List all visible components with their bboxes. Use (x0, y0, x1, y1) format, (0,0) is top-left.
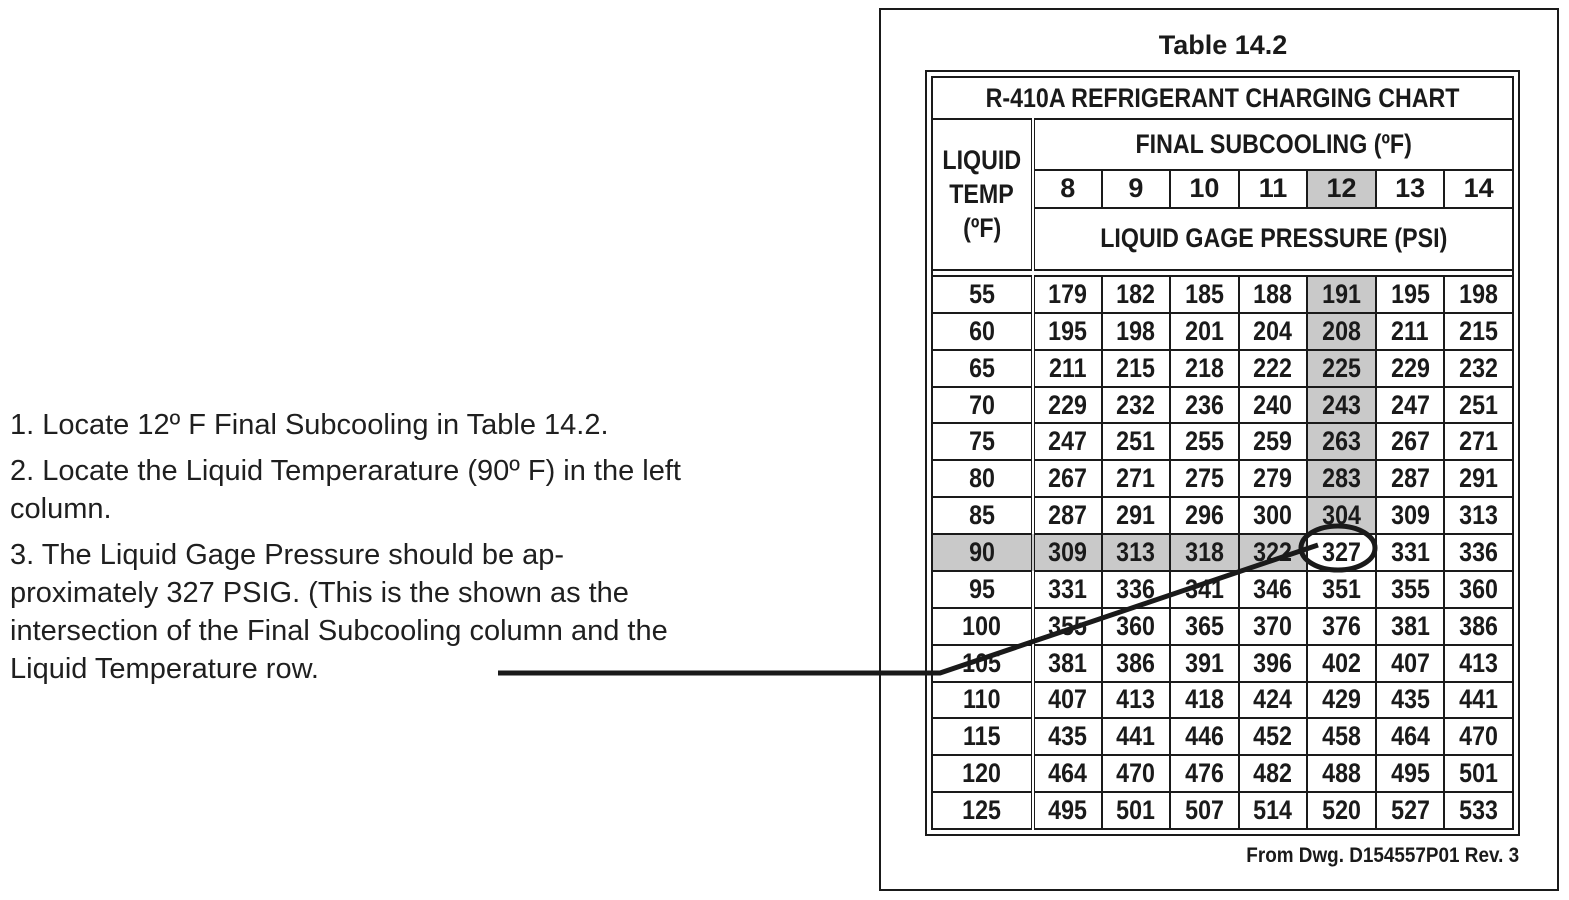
pressure-cell: 204 (1239, 313, 1308, 350)
instruction-step-3: 3. The Liquid Gage Pressure should be ap-proximately 327 PSIG. (This is the shown as the intersection of the Final Subcooling column and the Liquid Temperature row. (10, 539, 668, 685)
pressure-cell: 232 (1444, 350, 1513, 387)
pressure-cell: 271 (1102, 460, 1171, 497)
subcooling-col-13: 13 (1376, 170, 1445, 208)
pressure-cell: 381 (1033, 645, 1102, 682)
pressure-cell: 198 (1102, 313, 1171, 350)
pressure-cell: 211 (1033, 350, 1102, 387)
source-note: From Dwg. D154557P01 Rev. 3 (1246, 844, 1519, 867)
pressure-cell: 225 (1307, 350, 1376, 387)
table-row (932, 423, 1513, 460)
liquid-temp-cell: 110 (932, 682, 1033, 719)
pressure-cell: 304 (1307, 497, 1376, 534)
pressure-cell: 275 (1170, 460, 1239, 497)
pressure-cell: 507 (1170, 792, 1239, 829)
pressure-cell: 495 (1376, 755, 1445, 792)
pressure-cell: 360 (1444, 571, 1513, 608)
pressure-cell: 501 (1102, 792, 1171, 829)
chart-title: R-410A REFRIGERANT CHARGING CHART (932, 77, 1513, 119)
pressure-cell: 441 (1102, 718, 1171, 755)
table-row (932, 792, 1513, 829)
charging-chart (931, 76, 1514, 830)
pressure-cell: 291 (1102, 497, 1171, 534)
pressure-cell: 458 (1307, 718, 1376, 755)
pressure-cell: 279 (1239, 460, 1308, 497)
pressure-cell: 514 (1239, 792, 1308, 829)
subcooling-col-9: 9 (1102, 170, 1171, 208)
pressure-cell: 195 (1376, 276, 1445, 313)
pressure-cell: 201 (1170, 313, 1239, 350)
pressure-cell: 247 (1033, 423, 1102, 460)
pressure-cell: 229 (1376, 350, 1445, 387)
table-row (932, 682, 1513, 719)
pressure-cell: 313 (1102, 534, 1171, 571)
pressure-cell: 446 (1170, 718, 1239, 755)
table-row (932, 460, 1513, 497)
pressure-cell: 296 (1170, 497, 1239, 534)
pressure-cell: 267 (1376, 423, 1445, 460)
pressure-cell: 429 (1307, 682, 1376, 719)
pressure-cell: 355 (1033, 608, 1102, 645)
pressure-cell: 188 (1239, 276, 1308, 313)
table-title: Table 14.2 (1158, 30, 1288, 60)
pressure-cell: 182 (1102, 276, 1171, 313)
pressure-cell: 283 (1307, 460, 1376, 497)
pressure-cell: 360 (1102, 608, 1171, 645)
pressure-cell: 386 (1444, 608, 1513, 645)
pressure-cell: 185 (1170, 276, 1239, 313)
liquid-temp-cell: 65 (932, 350, 1033, 387)
pressure-cell: 291 (1444, 460, 1513, 497)
pressure-cell: 376 (1307, 608, 1376, 645)
pressure-cell: 211 (1376, 313, 1445, 350)
pressure-cell: 452 (1239, 718, 1308, 755)
pressure-cell: 476 (1170, 755, 1239, 792)
instructions (10, 406, 700, 696)
pressure-cell: 381 (1376, 608, 1445, 645)
liquid-temp-cell: 85 (932, 497, 1033, 534)
pressure-cell: 464 (1033, 755, 1102, 792)
pressure-cell: 365 (1170, 608, 1239, 645)
pressure-cell: 435 (1033, 718, 1102, 755)
final-subcooling-header: FINAL SUBCOOLING (ºF) (1033, 119, 1513, 170)
pressure-cell: 229 (1033, 387, 1102, 424)
pressure-cell: 271 (1444, 423, 1513, 460)
pressure-cell: 386 (1102, 645, 1171, 682)
charging-chart-box (925, 70, 1520, 836)
liquid-temp-cell: 70 (932, 387, 1033, 424)
pressure-cell: 267 (1033, 460, 1102, 497)
pressure-cell: 391 (1170, 645, 1239, 682)
table-frame (879, 8, 1559, 891)
liquid-temp-cell: 95 (932, 571, 1033, 608)
pressure-cell: 195 (1033, 313, 1102, 350)
pressure-cell: 287 (1033, 497, 1102, 534)
liquid-temp-cell: 125 (932, 792, 1033, 829)
liquid-temp-cell: 55 (932, 276, 1033, 313)
pressure-cell: 259 (1239, 423, 1308, 460)
pressure-cell: 470 (1102, 755, 1171, 792)
table-row (932, 608, 1513, 645)
pressure-cell: 331 (1033, 571, 1102, 608)
pressure-cell: 287 (1376, 460, 1445, 497)
pressure-cell: 215 (1444, 313, 1513, 350)
liquid-temp-cell: 115 (932, 718, 1033, 755)
instruction-step-2: 2. Locate the Liquid Temperarature (90º F) in the left column. (10, 455, 681, 525)
pressure-cell: 322 (1239, 534, 1308, 571)
liquid-temp-cell: 100 (932, 608, 1033, 645)
pressure-cell: 424 (1239, 682, 1308, 719)
table-row (932, 645, 1513, 682)
table-row (932, 313, 1513, 350)
pressure-cell: 520 (1307, 792, 1376, 829)
pressure-cell: 309 (1376, 497, 1445, 534)
pressure-cell: 313 (1444, 497, 1513, 534)
pressure-cell: 355 (1376, 571, 1445, 608)
pressure-cell: 247 (1376, 387, 1445, 424)
table-row (932, 387, 1513, 424)
pressure-cell: 464 (1376, 718, 1445, 755)
table-row (932, 350, 1513, 387)
pressure-cell: 236 (1170, 387, 1239, 424)
liquid-temp-cell: 120 (932, 755, 1033, 792)
pressure-cell: 533 (1444, 792, 1513, 829)
pressure-cell: 251 (1102, 423, 1171, 460)
pressure-cell: 208 (1307, 313, 1376, 350)
table-row (932, 497, 1513, 534)
pressure-cell: 232 (1102, 387, 1171, 424)
liquid-temp-cell: 90 (932, 534, 1033, 571)
pressure-cell: 407 (1033, 682, 1102, 719)
liquid-temp-cell: 80 (932, 460, 1033, 497)
subcooling-col-8: 8 (1033, 170, 1102, 208)
table-row (932, 755, 1513, 792)
gage-pressure-header: LIQUID GAGE PRESSURE (PSI) (1033, 208, 1513, 270)
table-row (932, 534, 1513, 571)
pressure-cell: 251 (1444, 387, 1513, 424)
pressure-cell: 336 (1102, 571, 1171, 608)
liquid-temp-cell: 60 (932, 313, 1033, 350)
pressure-cell: 402 (1307, 645, 1376, 682)
liquid-temp-header: LIQUID TEMP (ºF) (932, 119, 1033, 270)
pressure-cell: 179 (1033, 276, 1102, 313)
subcooling-col-14: 14 (1444, 170, 1513, 208)
pressure-cell: 495 (1033, 792, 1102, 829)
pressure-cell: 191 (1307, 276, 1376, 313)
liquid-temp-cell: 105 (932, 645, 1033, 682)
pressure-cell: 418 (1170, 682, 1239, 719)
subcooling-col-12: 12 (1307, 170, 1376, 208)
pressure-cell: 527 (1376, 792, 1445, 829)
pressure-cell: 470 (1444, 718, 1513, 755)
pressure-cell: 341 (1170, 571, 1239, 608)
pressure-cell: 215 (1102, 350, 1171, 387)
pressure-cell: 441 (1444, 682, 1513, 719)
pressure-cell: 482 (1239, 755, 1308, 792)
pressure-cell: 346 (1239, 571, 1308, 608)
subcooling-col-10: 10 (1170, 170, 1239, 208)
pressure-cell: 300 (1239, 497, 1308, 534)
pressure-cell: 327 (1307, 534, 1376, 571)
pressure-cell: 396 (1239, 645, 1308, 682)
pressure-cell: 501 (1444, 755, 1513, 792)
pressure-cell: 331 (1376, 534, 1445, 571)
table-row (932, 276, 1513, 313)
table-row (932, 571, 1513, 608)
liquid-temp-cell: 75 (932, 423, 1033, 460)
pressure-cell: 255 (1170, 423, 1239, 460)
pressure-cell: 318 (1170, 534, 1239, 571)
pressure-cell: 413 (1444, 645, 1513, 682)
pressure-cell: 488 (1307, 755, 1376, 792)
subcooling-col-11: 11 (1239, 170, 1308, 208)
pressure-cell: 222 (1239, 350, 1308, 387)
pressure-cell: 243 (1307, 387, 1376, 424)
pressure-cell: 218 (1170, 350, 1239, 387)
table-row (932, 718, 1513, 755)
pressure-cell: 351 (1307, 571, 1376, 608)
pressure-cell: 407 (1376, 645, 1445, 682)
pressure-cell: 370 (1239, 608, 1308, 645)
instruction-step-1: 1. Locate 12º F Final Subcooling in Table 14.2. (10, 409, 609, 441)
pressure-data (932, 276, 1513, 829)
pressure-cell: 263 (1307, 423, 1376, 460)
pressure-cell: 198 (1444, 276, 1513, 313)
pressure-cell: 309 (1033, 534, 1102, 571)
pressure-cell: 336 (1444, 534, 1513, 571)
pressure-cell: 240 (1239, 387, 1308, 424)
pressure-cell: 435 (1376, 682, 1445, 719)
pressure-cell: 413 (1102, 682, 1171, 719)
